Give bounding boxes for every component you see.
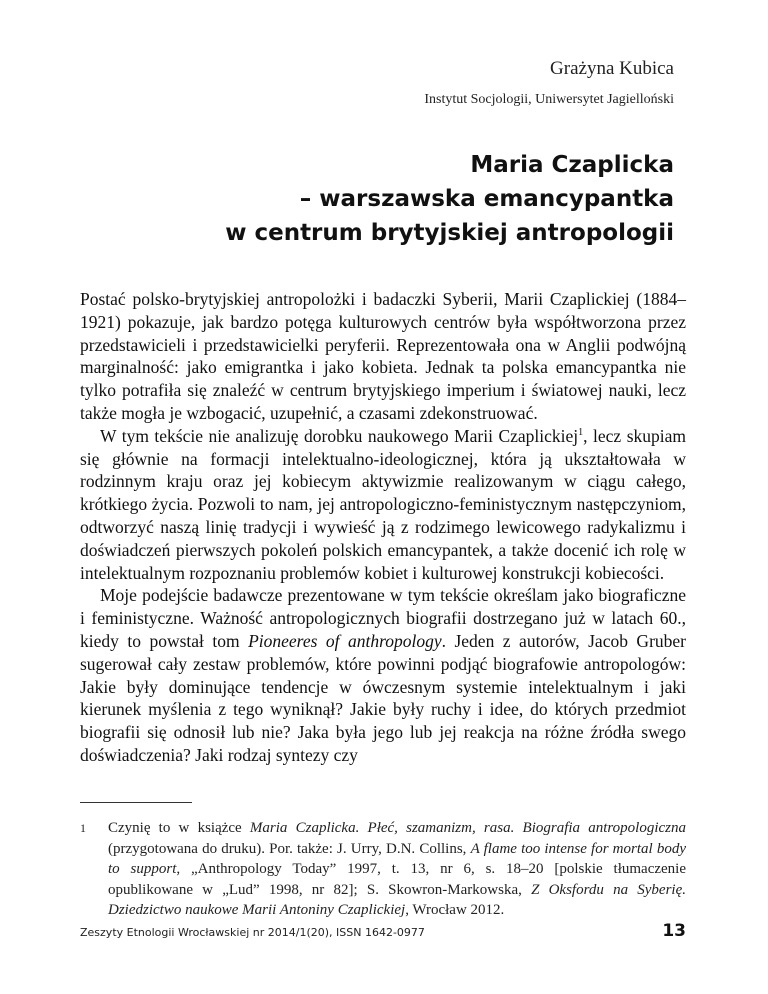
- book-title-italic: Pioneeres of anthropology: [248, 630, 442, 651]
- footnote-number: 1: [80, 821, 86, 835]
- page-number: 13: [662, 921, 686, 941]
- footnote: [80, 818, 686, 921]
- footnote-reference[interactable]: 1: [578, 426, 584, 438]
- footnote-italic-3: Z Oksfordu na Syberię. Dziedzictwo naukowe Marii Antoniny Czaplickiej: [108, 881, 686, 918]
- paragraph-2-text-a: W tym tekście nie analizuję dorobku naukowego Marii Czaplickiej: [100, 425, 579, 446]
- paragraph-2-text-b: , lecz skupiam się głównie na formacji intelektualno-ideologicznej, która ją ukształtowała w rodzinnym kraju oraz jej kobiecym aktywizmie realizowanym w ciągu całego, krótkiego życia. Pozwoli to nam, jej antropologiczno-feministycznym następczyniom, odtworzyć naszą linię tradycji i wywieść ją z rodzimego lewicowego radykalizmu i doświadczeń pierwszych pokoleń polskich emancypantek, a także docenić ich rolę w intelektualnym rozpoznaniu problemów kobiet i kulturowej konstrukcji kobiecości.: [80, 425, 687, 583]
- footnote-text: [108, 818, 686, 921]
- footnote-text-3: , „Anthropology Today” 1997, t. 13, nr 6, s. 18–20 [polskie tłumaczenie opublikowane w „Lud” 1998, nr 82]; S. Skowron-Markowska,: [108, 861, 687, 898]
- paragraph-3: [80, 584, 686, 766]
- journal-footer: Zeszyty Etnologii Wrocławskiej nr 2014/1(20), ISSN 1642-0977: [80, 926, 425, 939]
- paragraph-3-text-a: Moje podejście badawcze prezentowane w tym tekście określam jako biograficzne i feministyczne. Ważność antropologicznych biografii dostrzegano już w latach 60., kiedy to powstał tom: [80, 585, 686, 651]
- paragraph-2: [80, 425, 686, 585]
- author-name: Grażyna Kubica: [550, 58, 674, 79]
- title-line-3: w centrum brytyjskiej antropologii: [225, 220, 674, 246]
- title-line-2: – warszawska emancypantka: [299, 186, 674, 212]
- article-body: [80, 288, 686, 767]
- footnote-text-2: (przygotowana do druku). Por. także: J. Urry, D.N. Collins,: [108, 840, 471, 857]
- footnote-separator: [80, 802, 192, 803]
- footnote-text-4: , Wrocław 2012.: [405, 902, 505, 918]
- footnote-text-1: Czynię to w książce: [108, 820, 250, 836]
- article-title: [225, 148, 674, 250]
- paragraph-3-text-b: . Jeden z autorów, Jacob Gruber sugerował cały zestaw problemów, które powinni podjąć biografowie antropologów: Jakie były dominujące tendencje w ówczesnym systemie intelektualnym i jaki kierunek myślenia z tego wyniknął? Jakie były ruchy i idee, do których przedmiot biografii się odnosił lub nie? Jaka była jego lub jej reakcja na różne źródła swego doświadczenia? Jaki rodzaj syntezy czy: [80, 630, 686, 765]
- footnote-italic-2: A flame too intense for mortal body to support: [108, 840, 686, 877]
- paragraph-1: Postać polsko-brytyjskiej antropolożki i badaczki Syberii, Marii Czaplickiej (1884–1921) pokazuje, jak bardzo potęga kulturowych centrów była współtworzona przez przedstawicieli i przedstawicielki peryferii. Reprezentowała ona w Anglii podwójną marginalność: jako emigrantka i jako kobieta. Jednak ta polska emancypantka nie tylko potrafiła się znaleźć w centrum brytyjskiego imperium i światowej nauki, lecz także mogła je wzbogacić, uzupełnić, a czasami zdekonstruować.: [80, 289, 686, 423]
- title-line-1: Maria Czaplicka: [470, 152, 674, 178]
- footnote-italic-1: Maria Czaplicka. Płeć, szamanizm, rasa. Biografia antropologiczna: [249, 820, 686, 836]
- author-affiliation: Instytut Socjologii, Uniwersytet Jagielloński: [424, 92, 674, 107]
